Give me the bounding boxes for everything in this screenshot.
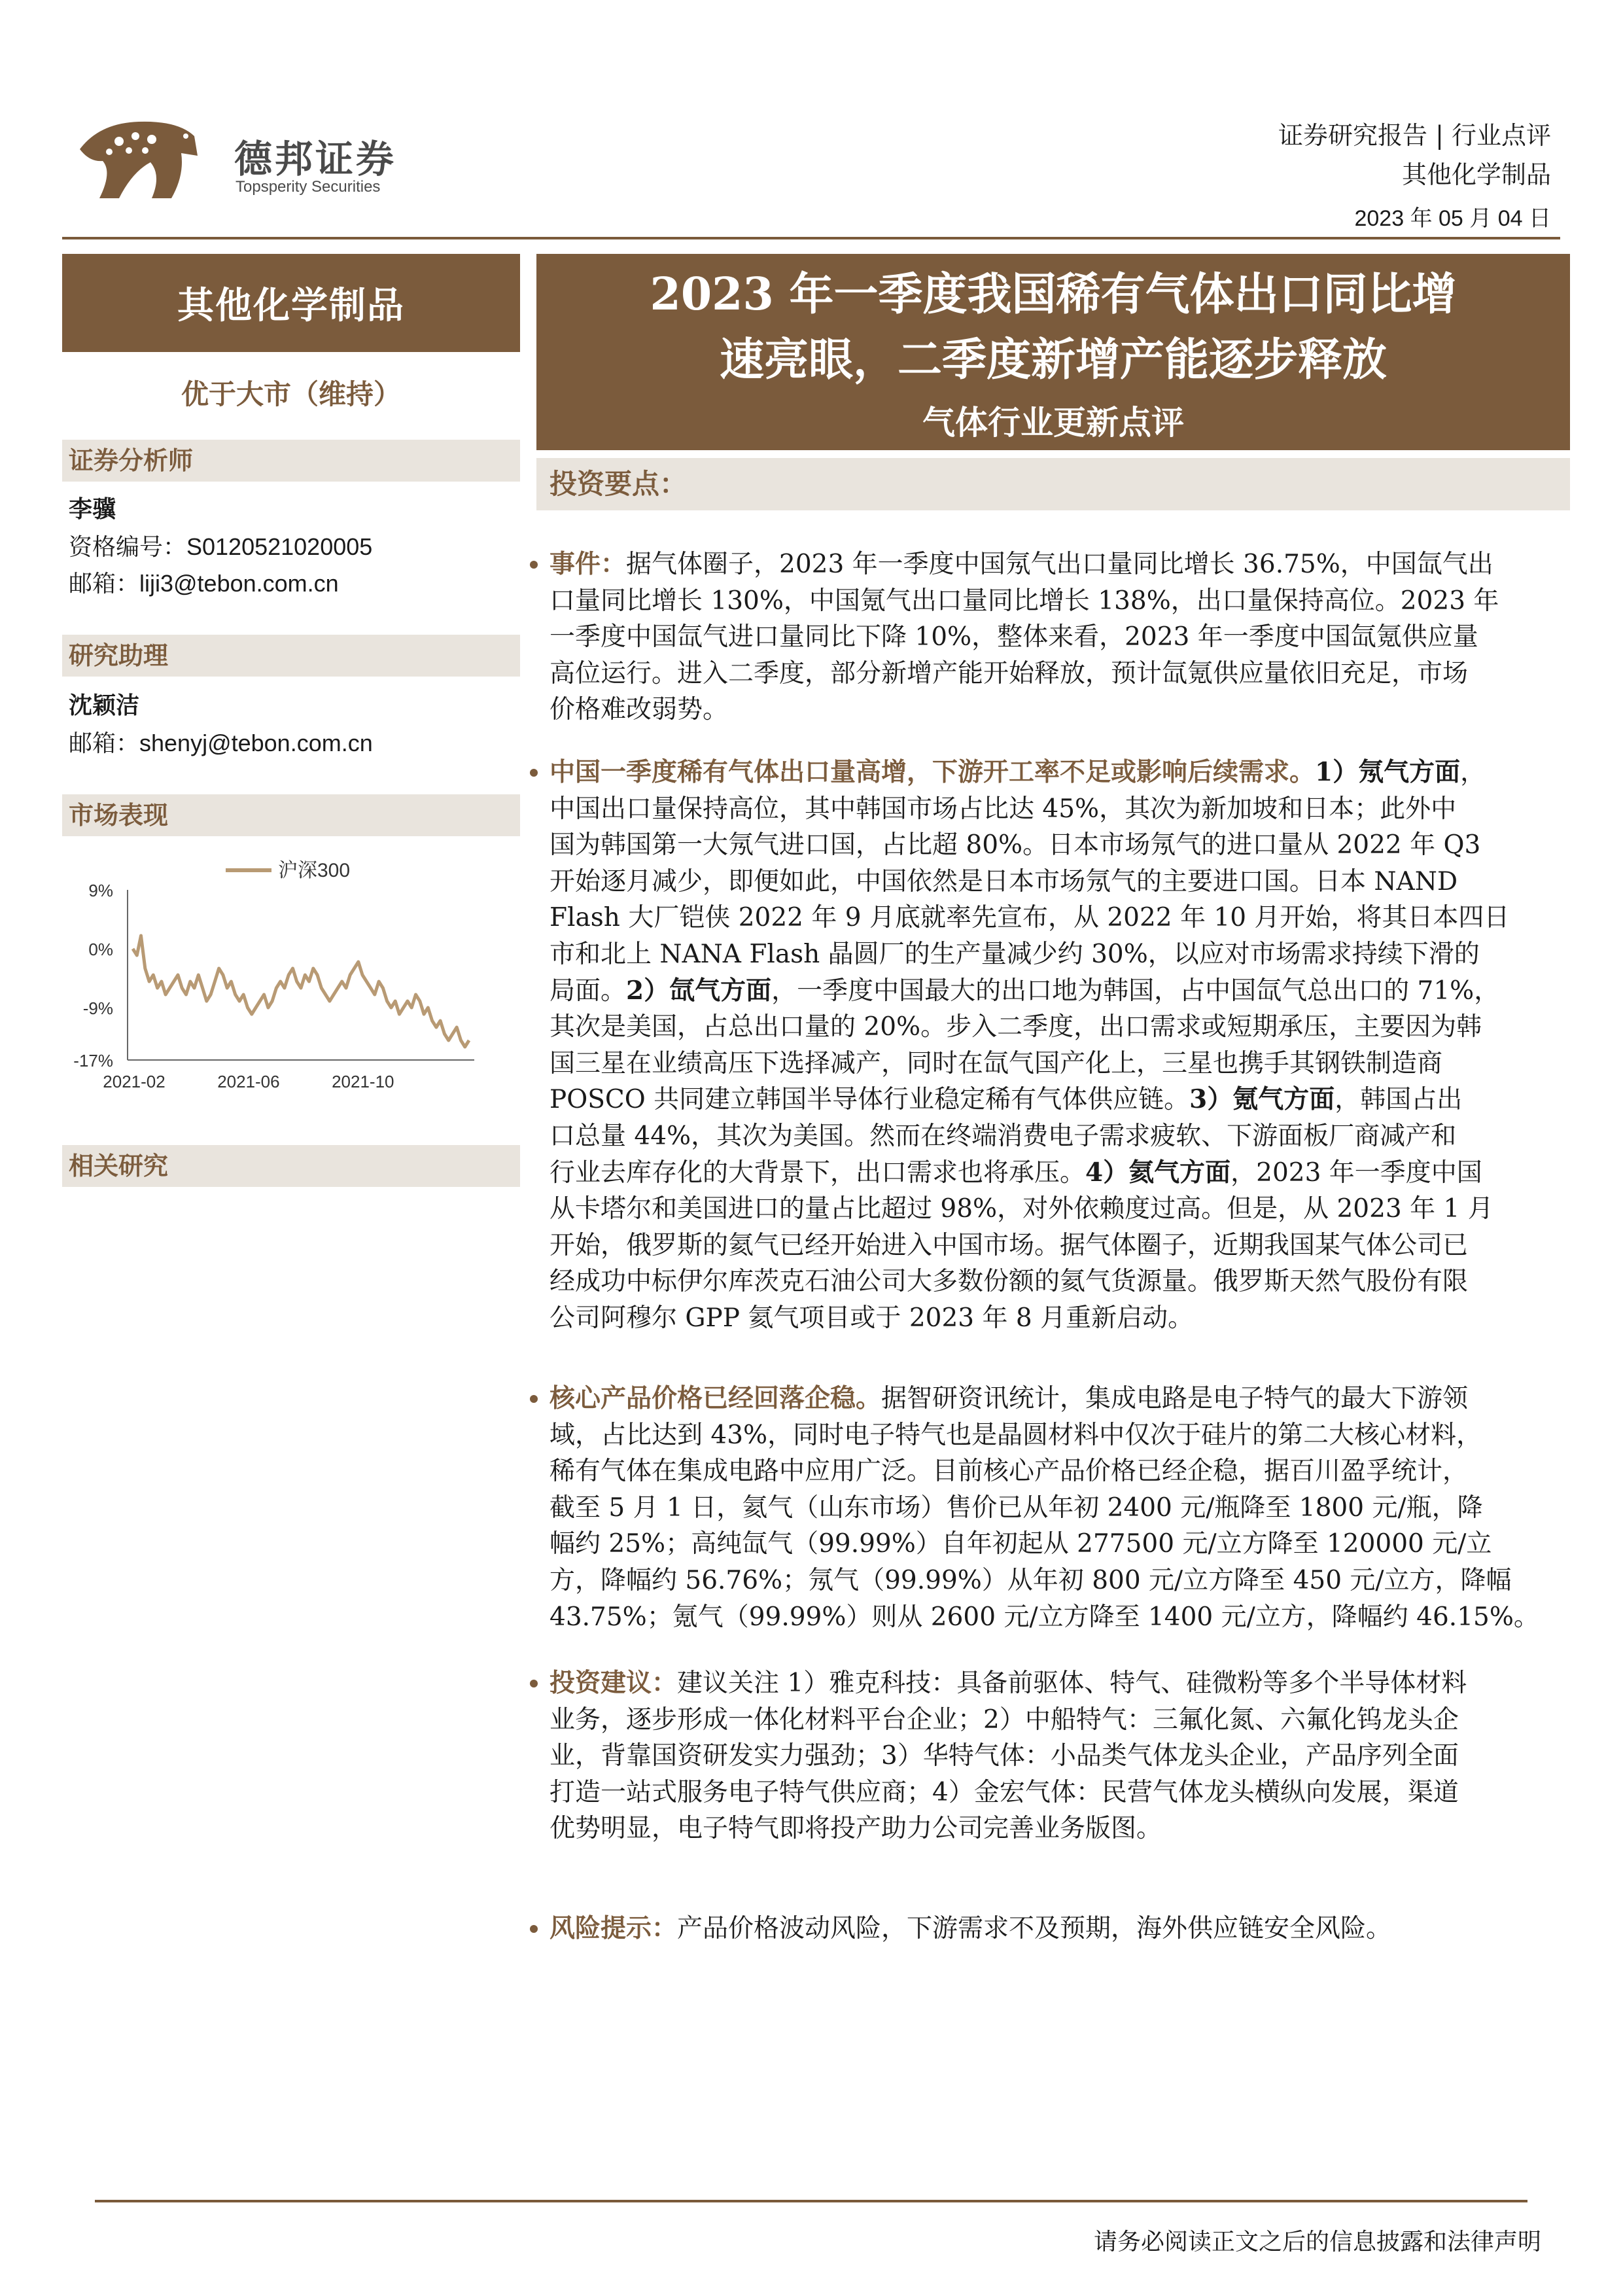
industry-label-box: 其他化学制品 [62,254,520,352]
para-label: 风险提示： [550,1913,678,1943]
para-line: 开始，俄罗斯的氦气已经开始进入中国市场。据气体圈子，近期我国某气体公司已 [550,1230,1469,1260]
para-bold: 4）氦气方面 [1085,1157,1231,1188]
para-bold: 2）氙气方面 [626,975,772,1006]
brand-name-cn: 德邦证券 [234,137,397,181]
report-subtitle: 气体行业更新点评 [922,403,1184,442]
para-text: ，一季度中国最大的出口地为韩国，占中国氙气总出口的 71%， [771,976,1500,1006]
para-label: 事件： [550,549,627,579]
para-text: 行业去库存化的大背景下，出口需求也将承压。 [550,1157,1086,1188]
para-bold: 1）氖气方面 [1315,757,1461,787]
paragraph-recommendation [550,1665,1557,1847]
chart-y-tick-label: -9% [82,998,113,1018]
para-label: 中国一季度稀有气体出口量高增，下游开工率不足或影响后续需求。 [550,757,1316,787]
para-text: POSCO 共同建立韩国半导体行业稳定稀有气体供应链。 [550,1085,1190,1115]
para-line: 域，占比达到 43%，同时电子特气也是晶圆材料中仅次于硅片的第二大核心材料， [550,1420,1482,1450]
para-line: 业，背靠国资研发实力强劲；3）华特气体：小品类气体龙头企业，产品序列全面 [550,1741,1459,1771]
analyst-email[interactable]: 邮箱：liji3@tebon.com.cn [69,570,339,597]
title-box [536,254,1570,450]
para-line: 一季度中国氙气进口量同比下降 10%，整体来看，2023 年一季度中国氙氪供应量 [550,622,1478,652]
assistant-email[interactable]: 邮箱：shenyj@tebon.com.cn [69,730,373,756]
para-label: 核心产品价格已经回落企稳。 [550,1383,882,1413]
para-line: 打造一站式服务电子特气供应商；4）金宏气体：民营气体龙头横纵向发展，渠道 [550,1777,1459,1807]
para-text: ，2023 年一季度中国 [1230,1157,1482,1188]
para-line: 公司阿穆尔 GPP 氦气项目或于 2023 年 8 月重新启动。 [550,1303,1194,1333]
para-text: ， [1460,758,1486,787]
para-line: 中国出口量保持高位，其中韩国市场占比达 45%，其次为新加坡和日本；此外中 [550,794,1457,824]
chart-x-tick-label: 2021-06 [217,1072,280,1091]
para-line: 国三星在业绩高压下选择减产，同时在氙气国产化上，三星也携手其钢铁制造商 [550,1048,1443,1078]
paragraph-event [550,546,1557,728]
chart-x-tick-label: 2021-02 [103,1072,166,1091]
para-line: 其次是美国，占总出口量的 20%。步入二季度，出口需求或短期承压，主要因为韩 [550,1012,1482,1042]
para-line: 稀有气体在集成电路中应用广泛。目前核心产品价格已经企稳，据百川盈孚统计， [550,1457,1469,1487]
para-line: 开始逐月减少，即便如此，中国依然是日本市场氖气的主要进口国。日本 NAND [550,866,1458,896]
para-line: 优势明显，电子特气即将投产助力公司完善业务版图。 [550,1814,1162,1844]
report-title-line-1: 2023 年一季度我国稀有气体出口同比增 [650,268,1457,321]
analyst-cert: 资格编号：S0120521020005 [69,533,373,560]
para-text: ，韩国占出 [1335,1085,1463,1115]
analyst-name: 李骥 [69,495,116,523]
paragraph-risk [550,1911,1557,1947]
report-industry: 其他化学制品 [1401,160,1551,189]
para-line: 方，降幅约 56.76%；氖气（99.99%）从年初 800 元/立方降至 450 元/立方，降幅 [550,1565,1512,1595]
series-line-hs300 [133,936,469,1047]
para-line: 经成功中标伊尔库茨克石油公司大多数份额的氦气货源量。俄罗斯天然气股份有限 [550,1267,1469,1297]
para-label: 投资建议： [550,1668,678,1698]
chart-y-tick-label: 9% [88,881,113,900]
chart-y-tick-label: -17% [73,1051,113,1070]
para-text: 局面。 [550,976,627,1006]
para-text: 建议关注 1）雅克科技：具备前驱体、特气、硅微粉等多个半导体材料 [677,1669,1467,1698]
para-line: 口总量 44%，其次为美国。然而在终端消费电子需求疲软、下游面板厂商减产和 [550,1121,1457,1151]
bullet-icon [530,561,538,569]
report-title-line-2: 速亮眼，二季度新增产能逐步释放 [719,334,1387,386]
paragraph-prices [550,1381,1557,1635]
report-type: 证券研究报告 | 行业点评 [1278,121,1551,150]
bullet-icon [530,1395,538,1403]
para-line: 价格难改弱势。 [550,695,729,725]
analyst-heading: 证券分析师 [62,440,520,482]
para-line: 市和北上 NANA Flash 晶圆厂的生产量减少约 30%，以应对市场需求持续下滑的 [550,939,1480,969]
key-points-heading: 投资要点： [536,458,1570,510]
market-heading: 市场表现 [62,794,520,836]
para-line: 国为韩国第一大氖气进口国，占比超 80%。日本市场氖气的进口量从 2022 年 Q3 [550,830,1481,860]
assistant-name: 沈颖洁 [69,692,140,719]
para-line: 幅约 25%；高纯氙气（99.99%）自年初起从 277500 元/立方降至 120000 元/立 [550,1529,1492,1559]
report-title [536,262,1570,393]
bullet-icon [530,1680,538,1687]
para-bold: 3）氪气方面 [1189,1084,1335,1115]
para-text: 据智研资讯统计，集成电路是电子特气的最大下游领 [881,1384,1469,1413]
para-line: 从卡塔尔和美国进口的量占比超过 98%，对外依赖度过高。但是，从 2023 年 1 月 [550,1194,1493,1224]
footer-disclaimer[interactable]: 请务必阅读正文之后的信息披露和法律声明 [1093,2229,1541,2255]
chart-x-tick-label: 2021-10 [332,1072,394,1091]
report-date: 2023 年 05 月 04 日 [1354,206,1551,231]
chart-y-tick-label: 0% [88,940,113,959]
para-text: 产品价格波动风险，下游需求不及预期，海外供应链安全风险。 [677,1914,1392,1943]
rating-text: 优于大市（维持） [181,378,401,410]
paragraph-export [550,754,1557,1337]
para-line: 高位运行。进入二季度，部分新增产能开始释放，预计氙氪供应量依旧充足，市场 [550,658,1469,688]
para-line: 43.75%；氪气（99.99%）则从 2600 元/立方降至 1400 元/立方，降幅约 46.15%。 [550,1602,1539,1632]
market-performance-chart [62,844,520,1106]
footer-divider [95,2200,1527,2202]
brand-name-en: Topsperity Securities [236,178,381,196]
para-line: 截至 5 月 1 日，氦气（山东市场）售价已从年初 2400 元/瓶降至 1800 元/瓶，降 [550,1492,1483,1523]
related-heading: 相关研究 [62,1145,520,1187]
assistant-heading: 研究助理 [62,635,520,677]
bullet-icon [530,769,538,777]
leopard-logo-icon [73,110,204,208]
header-divider [62,237,1560,239]
para-line: Flash 大厂铠侠 2022 年 9 月底就率先宣布，从 2022 年 10 月开始，将其日本四日 [550,903,1510,933]
para-line: 业务，逐步形成一体化材料平台企业；2）中船特气：三氟化氮、六氟化钨龙头企 [550,1704,1459,1735]
para-line: 据气体圈子，2023 年一季度中国氖气出口量同比增长 36.75%，中国氙气出 [626,550,1493,579]
legend-label: 沪深300 [278,860,351,881]
bullet-icon [530,1925,538,1933]
para-line: 口量同比增长 130%，中国氪气出口量同比增长 138%，出口量保持高位。2023 年 [550,586,1499,616]
